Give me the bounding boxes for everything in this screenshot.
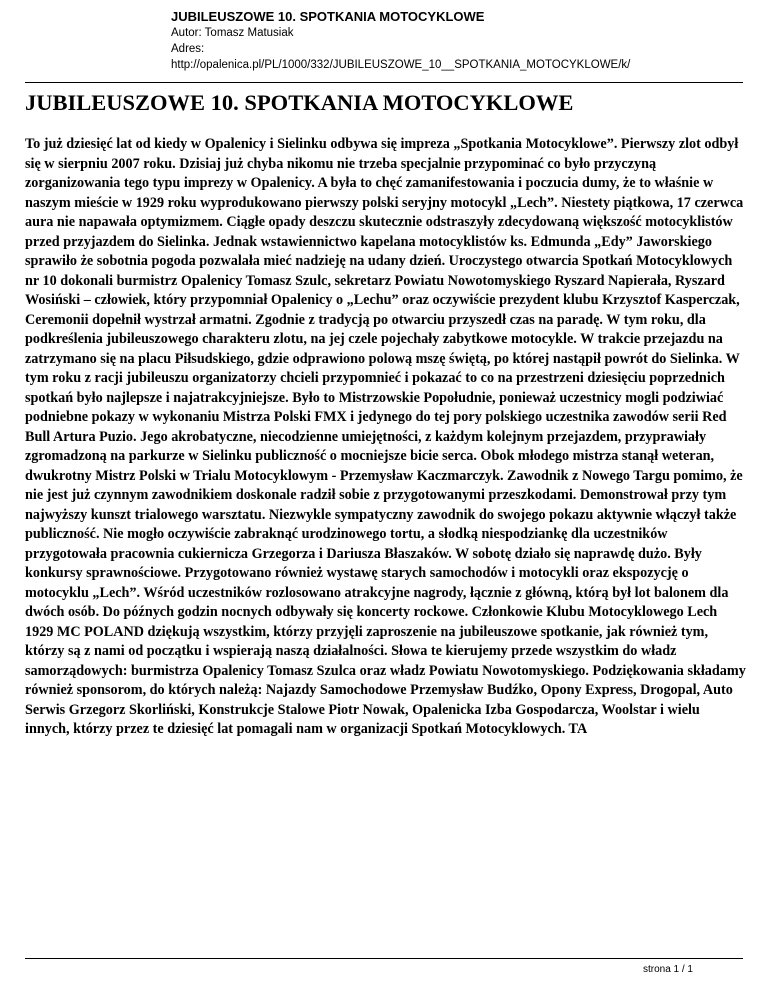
document-header xyxy=(171,9,731,73)
footer-divider xyxy=(25,958,743,959)
article-body: To już dziesięć lat od kiedy w Opalenicy i Sielinku odbywa się impreza „Spotkania Motocyklowe”. Pierwszy zlot odbył się w sierpniu 2007 roku. Dzisiaj już chyba nikomu nie trzeba specjalnie przypominać co było przyczyną zorganizowania tego typu imprezy w Opalenicy. A była to chęć zamanifestowania i poczucia dumy, że to właśnie w naszym mieście w 1929 roku wyprodukowano pierwszy polski seryjny motocykl „Lech”. Niestety piątkowa, 17 czerwca aura nie napawała optymizmem. Ciągłe opady deszczu skutecznie odstraszyły zdecydowaną większość motocyklistów przed przyjazdem do Sielinka. Jednak wstawiennictwo kapelana motocyklistów ks. Edmunda „Edy” Jaworskiego sprawiło że sobotnia pogoda pozwalała mieć nadzieję na udany dzień. Uroczystego otwarcia Spotkań Motocyklowych nr 10 dokonali burmistrz Opalenicy Tomasz Szulc, sekretarz Powiatu Nowotomyskiego Ryszard Napierała, Ryszard Wosiński – człowiek, który przypomniał Opalenicy o „Lechu” oraz oczywiście prezydent klubu Krzysztof Kasperczak, Ceremonii dopełnił wystrzał armatni. Zgodnie z tradycją po otwarciu przyszedł czas na paradę. W tym roku, dla podkreślenia jubileuszowego charakteru zlotu, na jej czele pojechały zabytkowe motocykle. W trakcie przejazdu na zatrzymano się na placu Piłsudskiego, gdzie odprawiono polową mszę świętą, po której nastąpił powrót do Sielinka. W tym roku z racji jubileuszu organizatorzy chcieli przypomnieć i pokazać to co na przestrzeni dziesięciu poprzednich spotkań było najlepsze i najatrakcyjniejsze. Było to Mistrzowskie Popołudnie, ponieważ uczestnicy mogli podziwiać podniebne pokazy w wykonaniu Mistrza Polski FMX i jedynego do tej pory polskiego uczestnika zawodów serii Red Bull Artura Puzio. Jego akrobatyczne, niecodzienne umiejętności, z każdym kolejnym przejazdem, przyprawiały zgromadzoną na parkurze w Sielinku publiczność o mocniejsze bicie serca. Obok młodego mistrza stanął weteran, dwukrotny Mistrz Polski w Trialu Motocyklowym - Przemysław Kaczmarczyk. Zawodnik z Nowego Targu pomimo, że nie jest już czynnym zawodnikiem doskonale radził sobie z przygotowanymi przeszkodami. Demonstrował przy tym najwyższy kunszt trialowego warsztatu. Niezwykle sympatyczny zawodnik do swojego pokazu aktywnie włączył także publiczność. Nie mogło oczywiście zabraknąć urodzinowego tortu, a słodką niespodziankę dla uczestników przygotowała pracownia cukiernicza Grzegorza i Dariusza Błaszaków. W sobotę działo się naprawdę dużo. Były konkursy sprawnościowe. Przygotowano również wystawę starych samochodów i motocykli oraz ekspozycję o motocyklu „Lech”. Wśród uczestników rozlosowano atrakcyjne nagrody, łącznie z główną, którą był lot balonem dla dwóch osób. Do późnych godzin nocnych odbywały się koncerty rockowe. Członkowie Klubu Motocyklowego Lech 1929 MC POLAND dziękują wszystkim, którzy przyjęli zaproszenie na jubileuszowe spotkanie, jak również tym, którzy są z nami od początku i wspierają naszą działalności. Słowa te kierujemy przede wszystkim do władz samorządowych: burmistrza Opalenicy Tomasz Szulca oraz władz Powiatu Nowotomyskiego. Podziękowania składamy również sponsorom, do których należą: Najazdy Samochodowe Przemysław Budźko, Opony Express, Drogopal, Auto Serwis Grzegorz Skorliński, Konstrukcje Stalowe Piotr Nowak, Opalenicka Izba Gospodarcza, Woolstar i wielu innych, którzy przez te dziesięć lat pomagali nam w organizacji Spotkań Motocyklowych. TA xyxy=(25,136,746,737)
header-address-label: Adres: xyxy=(171,43,205,55)
header-author: Autor: Tomasz Matusiak xyxy=(171,27,294,39)
article-title: JUBILEUSZOWE 10. SPOTKANIA MOTOCYKLOWE xyxy=(25,90,574,115)
page-number: strona 1 / 1 xyxy=(642,964,693,975)
header-url: http://opalenica.pl/PL/1000/332/JUBILEUSZOWE_10__SPOTKANIA_MOTOCYKLOWE/k/ xyxy=(171,59,631,71)
header-divider xyxy=(25,82,743,83)
header-title: JUBILEUSZOWE 10. SPOTKANIA MOTOCYKLOWE xyxy=(171,9,485,24)
